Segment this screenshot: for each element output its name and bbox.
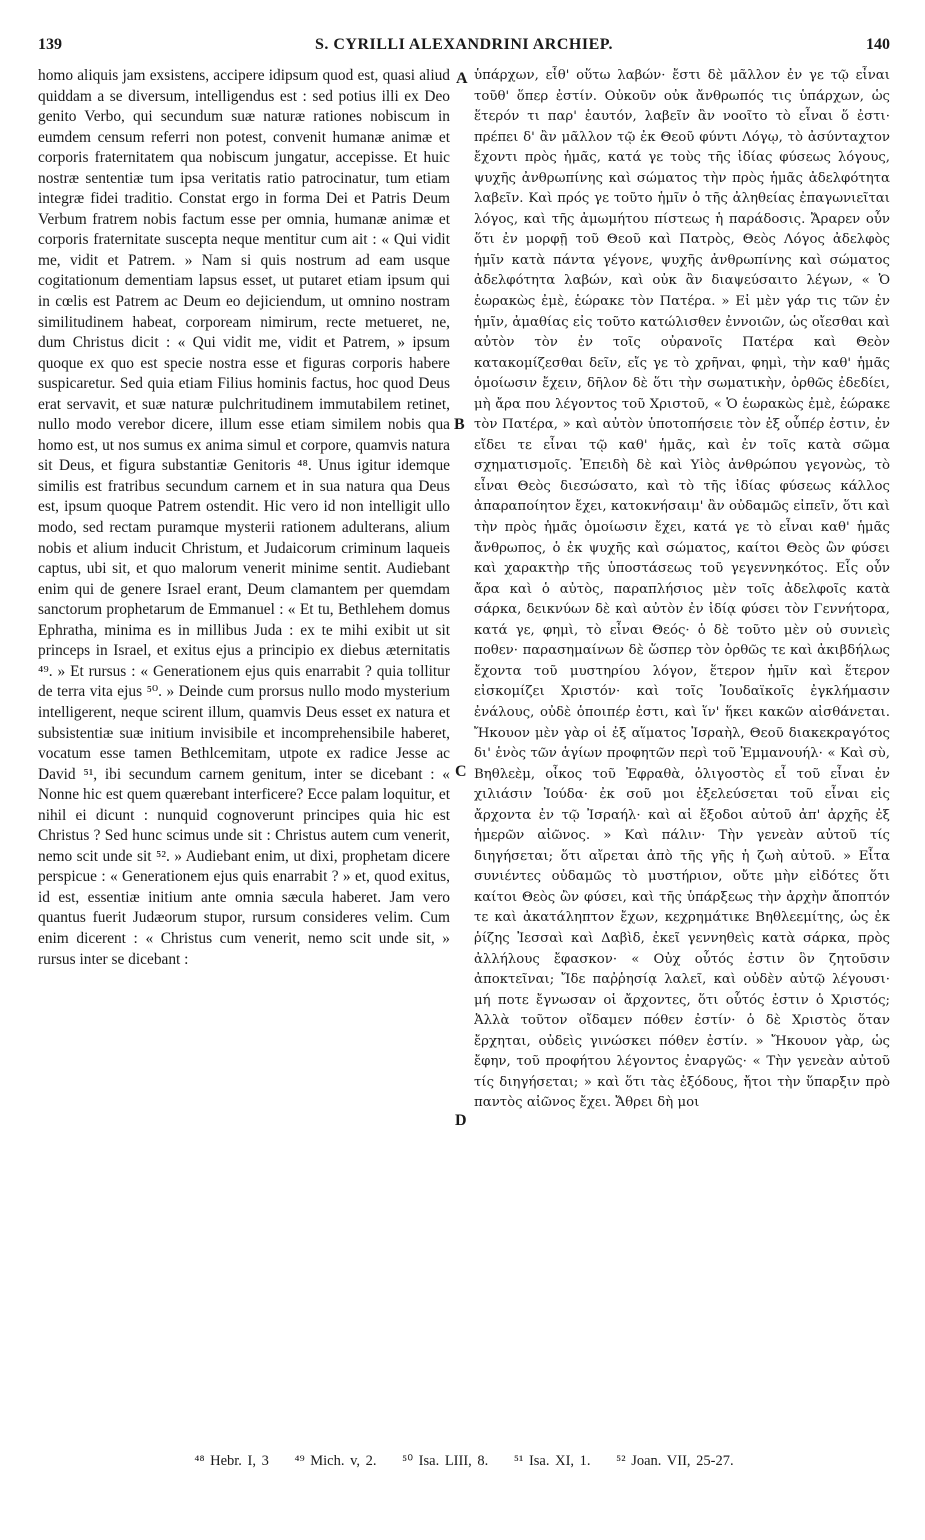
footnote: ⁴⁹ Mich. v, 2. bbox=[294, 1453, 377, 1469]
page-number-left: 139 bbox=[38, 36, 62, 53]
section-marker-b: B bbox=[454, 416, 465, 433]
page-number-right: 140 bbox=[866, 36, 890, 53]
section-marker-d: D bbox=[455, 1112, 467, 1129]
footnote: ⁵⁰ Isa. LIII, 8. bbox=[402, 1453, 489, 1469]
footnote: ⁵² Joan. VII, 25-27. bbox=[616, 1453, 734, 1469]
latin-column: homo aliquis jam exsistens, accipere idipsum quod est, quasi aliud quiddam a se diversum, intelligendus est : sed potius illi ex Deo genito Verbo, qui secundum suæ naturæ rationes nobiscum in eumdem censum referri non potest, convenit humanæ animæ et corporis fraternitatem qua nobiscum jungatur, accepisse. Et huic nostræ sententiæ tum ipsa veritatis ratio patrocinatur, tum etiam integræ fidei traditio. Constat ergo in forma Dei et Patris Deum Verbum fratrem nobis factum esse per omnia, humanæ animæ et corporis fraternitate suscepta neque mentitur cum ait : « Qui vidit me, vidit et Patrem. » Nam si quis nostrum ad eam usque cogitationum dementiam lapsus esset, ut putaret etiam ipsum qui in cœlis est Patrem ac Deum eo dejiciendum, ut omnino nostram similitudinem habeat, corpoream nimirum, recte metueret, ne, dum Christus dicit : « Qui vidit me, vidit et Patrem, » ipsum quoque ex quo est specie nostra esse et figuras corporis habere suspicaretur. Sed quia etiam Filius hominis factus, hoc quod Deus erat servavit, et suæ naturæ pulchritudinem immutabilem retinet, nullo modo verebor dicere, illum esse etiam similem nobis qua homo est, ut nos sumus ex anima simul et corpore, quamvis natura sit Deus, et figura substantiæ Genitoris ⁴⁸. Unus igitur idemque similis est fratribus secundum carnem et in sua natura qua Deus est, ipsum quoque Patrem ostendit. Hic vero id non intelligit ullo modo, sed rectam puramque mysterii rationem adulterans, alium nobis et alium inducit Christum, et Judaicorum criminum laqueis captus, ubi sit, et quo malorum venerit minime sentit. Audiebant enim qui de genere Israel erant, Deum clamantem per quemdam sanctorum prophetarum de Emmanuel : « Et tu, Bethlehem domus Ephratha, minima es in millibus Juda : ex te mihi exibit ut sit princeps in Israel, et exitus ejus a principio ex diebus æternitatis ⁴⁹. » Et rursus : « Generationem ejus quis enarrabit ? quia tollitur de terra vita ejus ⁵⁰. » Deinde cum prorsus nullo modo mysterium intelligerent, neque scirent illum, quamvis Deus esset ex natura et subsistentiæ suæ initium invisibile et incomprehensibile haberet, vocatum esse tamen Bethlcemitam, utpote ex radice Jesse ac David ⁵¹, ibi secundum carnem genitum, inter se dicebant : « Nonne hic est quem quærebant interficere? Ecce palam loquitur, et nihil ei dicunt : nunquid cognoverunt principes quia hic est Christus ? Sed hunc scimus unde sit : Christus autem cum venerit, nemo scit unde sit ⁵². » Audiebant enim, ut dixi, prophetam dicere perspicue : « Generationem ejus quis enarrabit ? » et, quod exitus, id est, essentiæ initium ante omnia sæcula haberet. Jam vero quantus fuerit Judæorum stupor, rursum consideres velim. Cum enim dicerent : « Christus cum venerit, nemo scit unde sit, » rursus inter se dicebant : bbox=[38, 67, 450, 968]
running-title: S. CYRILLI ALEXANDRINI ARCHIEP. bbox=[314, 36, 614, 53]
footnote: ⁴⁸ Hebr. I, 3 bbox=[194, 1453, 269, 1469]
running-header bbox=[38, 36, 890, 62]
greek-column: ὑπάρχων, εἶθ' οὕτω λαβών· ἔστι δὲ μᾶλλον ἐν γε τῷ εἶναι τοῦθ' ὅπερ ἐστίν. Οὐκοῦν οὐκ ἄνθρωπός τις ὑπάρχων, ὡς ἕτερόν τι παρ' ἑαυτόν, λαβεῖν ἂν νοοῖτο τὸ εἶναι ὅ ἐστι· πρέπει δ' ἂν μᾶλλον τῷ ἐκ Θεοῦ φύντι Λόγῳ, τὸ ἀσύνταχτον ἔχοντι πρὸς ἡμᾶς, κατά γε τοὺς τῆς ἰδίας φύσεως λόγους, ψυχῆς ἀνθρωπίνης καὶ σώματος τὴν πρὸς ἡμᾶς ἀδελφότητα λαβεῖν. Καὶ πρός γε τοῦτο ἡμῖν ὁ τῆς ἀληθείας ἐπαγωνιεῖται λόγος, καὶ τῆς ἀμωμήτου πίστεως ἡ παράδοσις. Ἄραρεν οὖν ὅτι ἐν μορφῇ τοῦ Θεοῦ καὶ Πατρὸς, Θεὸς Λόγος ἀδελφὸς ἡμῖν κατὰ πάντα γέγονε, ψυχῆς ἀνθρωπίνης καὶ σώματος ἀδελφότητα λαβών, καὶ οὐκ ἂν διαψεύσαιτο λέγων, « Ὁ ἑωρακὼς ἐμὲ, ἑώρακε τὸν Πατέρα. » Εἰ μὲν γάρ τις τῶν ἐν ἡμῖν, ἀμαθίας εἰς τοῦτο κατώλισθεν ἐννοιῶν, ὡς οἴεσθαι καὶ αὐτὸν τὸν ἐν τοῖς οὐρανοῖς Πατέρα καὶ Θεὸν κατακομίζεσθαι δεῖν, εἴς γε τὸ χρῆναι, φημὶ, τὴν καθ' ἡμᾶς ὁμοίωσιν ἔχειν, δῆλον δὲ ὅτι τὴν σωματικὴν, ὀρθῶς ἐδεδίει, μὴ ἄρα που λέγοντος τοῦ Χριστοῦ, « Ὁ ἑωρακὼς ἐμὲ, ἑώρακε τὸν Πατέρα, » καὶ αὐτὸν ὑποτοπήσειε τὸν ἐξ οὗπέρ ἐστιν, ἐν εἴδει τε εἶναι τῷ καθ' ἡμᾶς, καὶ ἐν τοῖς κατὰ σῶμα σχηματισμοῖς. Ἐπειδὴ δὲ καὶ Υἱὸς ἀνθρώπου γεγονὼς, τὸ εἶναι Θεὸς διεσώσατο, καὶ τὸ τῆς ἰδίας φύσεως κάλλος ἀπαραποίητον ἔχει, κατοκνήσαιμ' ἂν οὐδαμῶς εἰπεῖν, ὅτι καὶ τὴν πρὸς ἡμᾶς ὁμοίωσιν ἔχει, κατά γε τὸ εἶναι καθ' ἡμᾶς ἄνθρωπος, ὁ ἐκ ψυχῆς καὶ σώματος, καίτοι Θεὸς ὢν φύσει καὶ χαρακτὴρ τῆς ὑποστάσεως τοῦ γεγεννηκότος. Εἷς οὖν ἄρα καὶ ὁ αὐτὸς, παραπλήσιος μὲν τοῖς ἀδελφοῖς κατὰ σάρκα, δεικνύων δὲ καὶ αὐτὸν ἐν ἰδίᾳ φύσει τὸν Γεννήτορα, κατά γε, φημὶ, τὸ εἶναι Θεός· ὁ δὲ τοῦτο μὲν οὐ συνιεὶς ποθεν· παρασημαίνων δὲ ὥσπερ τὸν ὀρθῶς τε καὶ ἀκιβδήλως ἔχοντα τοῦ μυστηρίου λόγον, ἕτερον ἡμῖν καὶ ἕτερον εἰσκομίζει Χριστόν· καὶ τοῖς Ἰουδαϊκοῖς ἐγκλήμασιν ἐνάλους, οὐδὲ ὁποιπέρ ἐστι, καὶ ἵν' ἥκει κακῶν αἰσθάνεται. Ἤκουον μὲν γὰρ οἱ ἐξ αἵματος Ἰσραὴλ, Θεοῦ διακεκραγότος δι' ἑνὸς τῶν ἁγίων προφητῶν περὶ τοῦ Ἐμμανουήλ· « Καὶ σὺ, Βηθλεὲμ, οἶκος τοῦ Ἐφραθὰ, ὀλιγοστὸς εἶ τοῦ εἶναι ἐν χιλιάσιν Ἰούδα· ἐκ σοῦ μοι ἐξελεύσεται τοῦ εἶναι εἰς ἄρχοντα ἐν τῷ Ἰσραήλ· καὶ αἱ ἔξοδοι αὐτοῦ ἀπ' ἀρχῆς ἐξ ἡμερῶν αἰῶνος. » Καὶ πάλιν· Τὴν γενεὰν αὐτοῦ τίς διηγήσεται; ὅτι αἴρεται ἀπὸ τῆς γῆς ἡ ζωὴ αὐτοῦ. » Εἶτα συνιέντες οὐδαμῶς τὸ μυστήριον, οὔτε μὴν εἰδότες ὅτι καίτοι Θεὸς ὢν φύσει, καὶ τῆς ὑπάρξεως τὴν ἀρχὴν ἄποπτόν τε καὶ ἀκατάληπτον ἔχων, κεχρημάτικε Βηθλεεμίτης, ὡς ἐκ ῥίζης Ἰεσσαὶ καὶ Δαβὶδ, ἐκεῖ γεννηθεὶς κατὰ σάρκα, πρὸς ἀλλήλους ἔφασκον· « Οὐχ οὗτός ἐστιν ὃν ζητοῦσιν ἀποκτεῖναι; Ἴδε παῤῥησίᾳ λαλεῖ, καὶ οὐδὲν αὐτῷ λέγουσι· μή ποτε ἔγνωσαν οἱ ἄρχοντες, ὅτι οὗτός ἐστιν ὁ Χριστός; Ἀλλὰ τοῦτον οἴδαμεν πόθεν ἐστίν· ὁ δὲ Χριστὸς ὅταν ἔρχηται, οὐδεὶς γινώσκει πόθεν ἐστίν. » Ἤκουον γὰρ, ὡς ἔφην, τοῦ προφήτου λέγοντος ἐναργῶς· « Τὴν γενεὰν αὐτοῦ τίς διηγήσεται; » καὶ ὅτι τὰς ἐξόδους, ἤτοι τὴν ὕπαρξιν πρὸ παντὸς αἰῶνος ἔχει. Ἄθρει δὴ μοι bbox=[474, 68, 890, 1111]
section-marker-c: C bbox=[455, 763, 467, 780]
footnotes bbox=[38, 1453, 890, 1470]
footnote: ⁵¹ Isa. XI, 1. bbox=[513, 1453, 591, 1469]
section-marker-a: A bbox=[456, 70, 468, 87]
